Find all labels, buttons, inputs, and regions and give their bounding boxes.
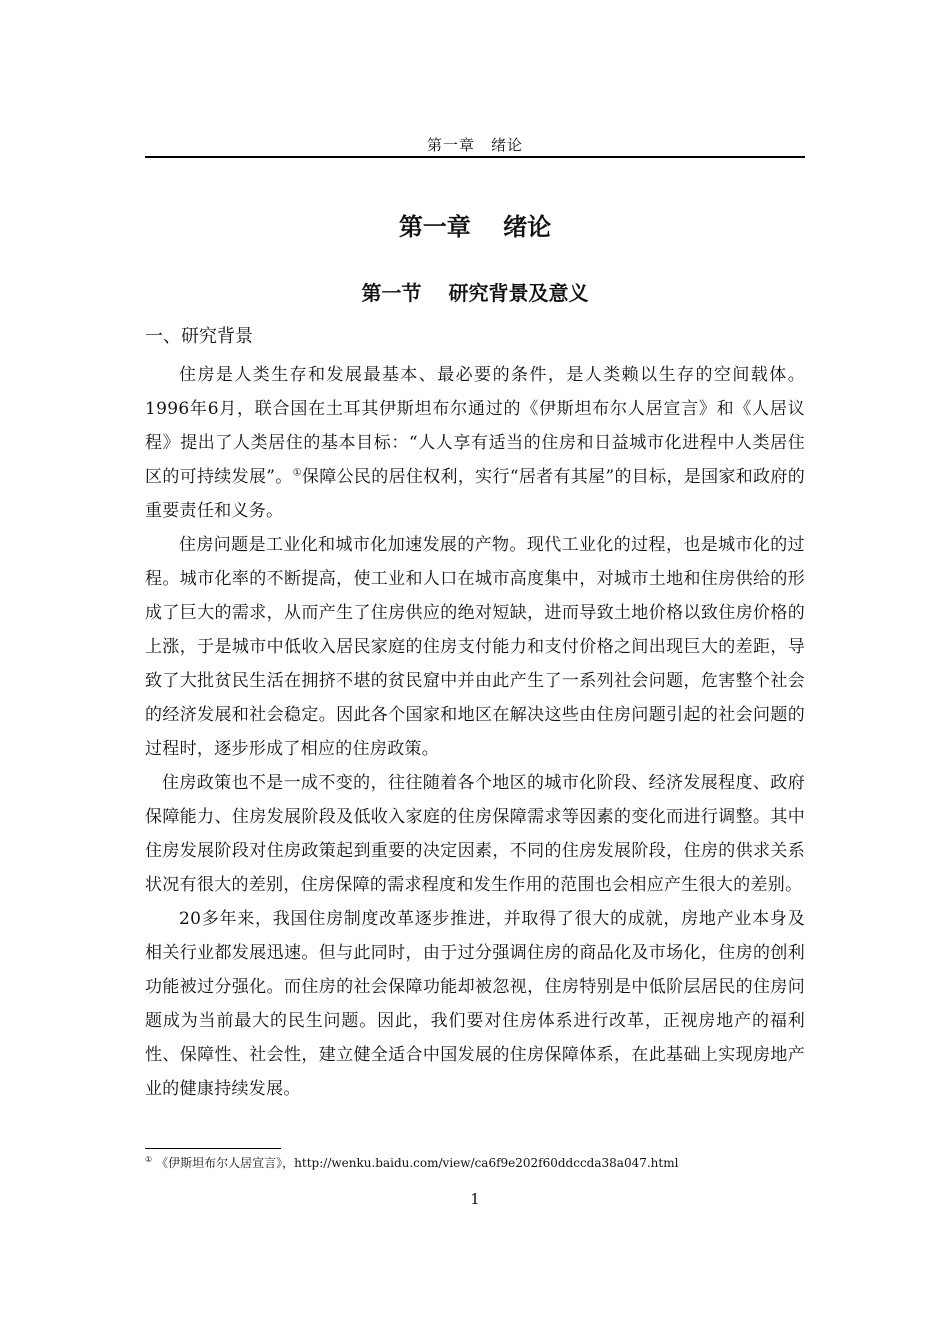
footnote-text: 《伊斯坦布尔人居宣言》，http://wenku.baidu.com/view/ca6f9e202f60ddccda38a047.html	[156, 1156, 679, 1170]
body-text	[145, 358, 805, 1106]
paragraph-2: 住房问题是工业化和城市化加速发展的产物。现代工业化的过程，也是城市化的过程。城市化率的不断提高，使工业和人口在城市高度集中，对城市土地和住房供给的形成了巨大的需求，从而产生了住房供应的绝对短缺，进而导致土地价格以致住房价格的上涨，于是城市中低收入居民家庭的住房支付能力和支付价格之间出现巨大的差距，导致了大批贫民生活在拥挤不堪的贫民窟中并由此产生了一系列社会问题，危害整个社会的经济发展和社会稳定。因此各个国家和地区在解决这些由住房问题引起的社会问题的过程时，逐步形成了相应的住房政策。	[145, 535, 805, 759]
paragraph-1	[145, 358, 805, 528]
paragraph-3: 住房政策也不是一成不变的，往往随着各个地区的城市化阶段、经济发展程度、政府保障能力、住房发展阶段及低收入家庭的住房保障需求等因素的变化而进行调整。其中住房发展阶段对住房政策起到重要的决定因素，不同的住房发展阶段，住房的供求关系状况有很大的差别，住房保障的需求程度和发生作用的范围也会相应产生很大的差别。	[145, 773, 805, 895]
footnote-separator	[145, 1148, 281, 1149]
paragraph-1-text: 住房是人类生存和发展最基本、最必要的条件，是人类赖以生存的空间载体。1996年6月，联合国在土耳其伊斯坦布尔通过的《伊斯坦布尔人居宣言》和《人居议程》提出了人类居住的基本目标：“人人享有适当的住房和日益城市化进程中人类居住区的可持续发展”。	[145, 365, 805, 487]
chapter-title: 第一章 绪论	[398, 213, 552, 241]
header-rule	[145, 156, 805, 158]
section-title: 第一节 研究背景及意义	[361, 281, 589, 305]
subsection-title: 一、研究背景	[145, 326, 253, 347]
footnote-reference[interactable]: ①	[292, 467, 302, 479]
paragraph-1-text-continued: 保障公民的居住权利，实行“居者有其屋”的目标，是国家和政府的重要责任和义务。	[145, 467, 806, 521]
footnote	[145, 1153, 805, 1173]
paragraph-4: 20多年来，我国住房制度改革逐步推进，并取得了很大的成就，房地产业本身及相关行业都发展迅速。但与此同时，由于过分强调住房的商品化及市场化，住房的创利功能被过分强化。而住房的社会保障功能却被忽视，住房特别是中低阶层居民的住房问题成为当前最大的民生问题。因此，我们要对住房体系进行改革，正视房地产的福利性、保障性、社会性，建立健全适合中国发展的住房保障体系，在此基础上实现房地产业的健康持续发展。	[145, 909, 805, 1099]
footnote-mark: ①	[145, 1155, 153, 1164]
running-header: 第一章 绪论	[426, 136, 523, 154]
page-number: 1	[470, 1190, 480, 1208]
